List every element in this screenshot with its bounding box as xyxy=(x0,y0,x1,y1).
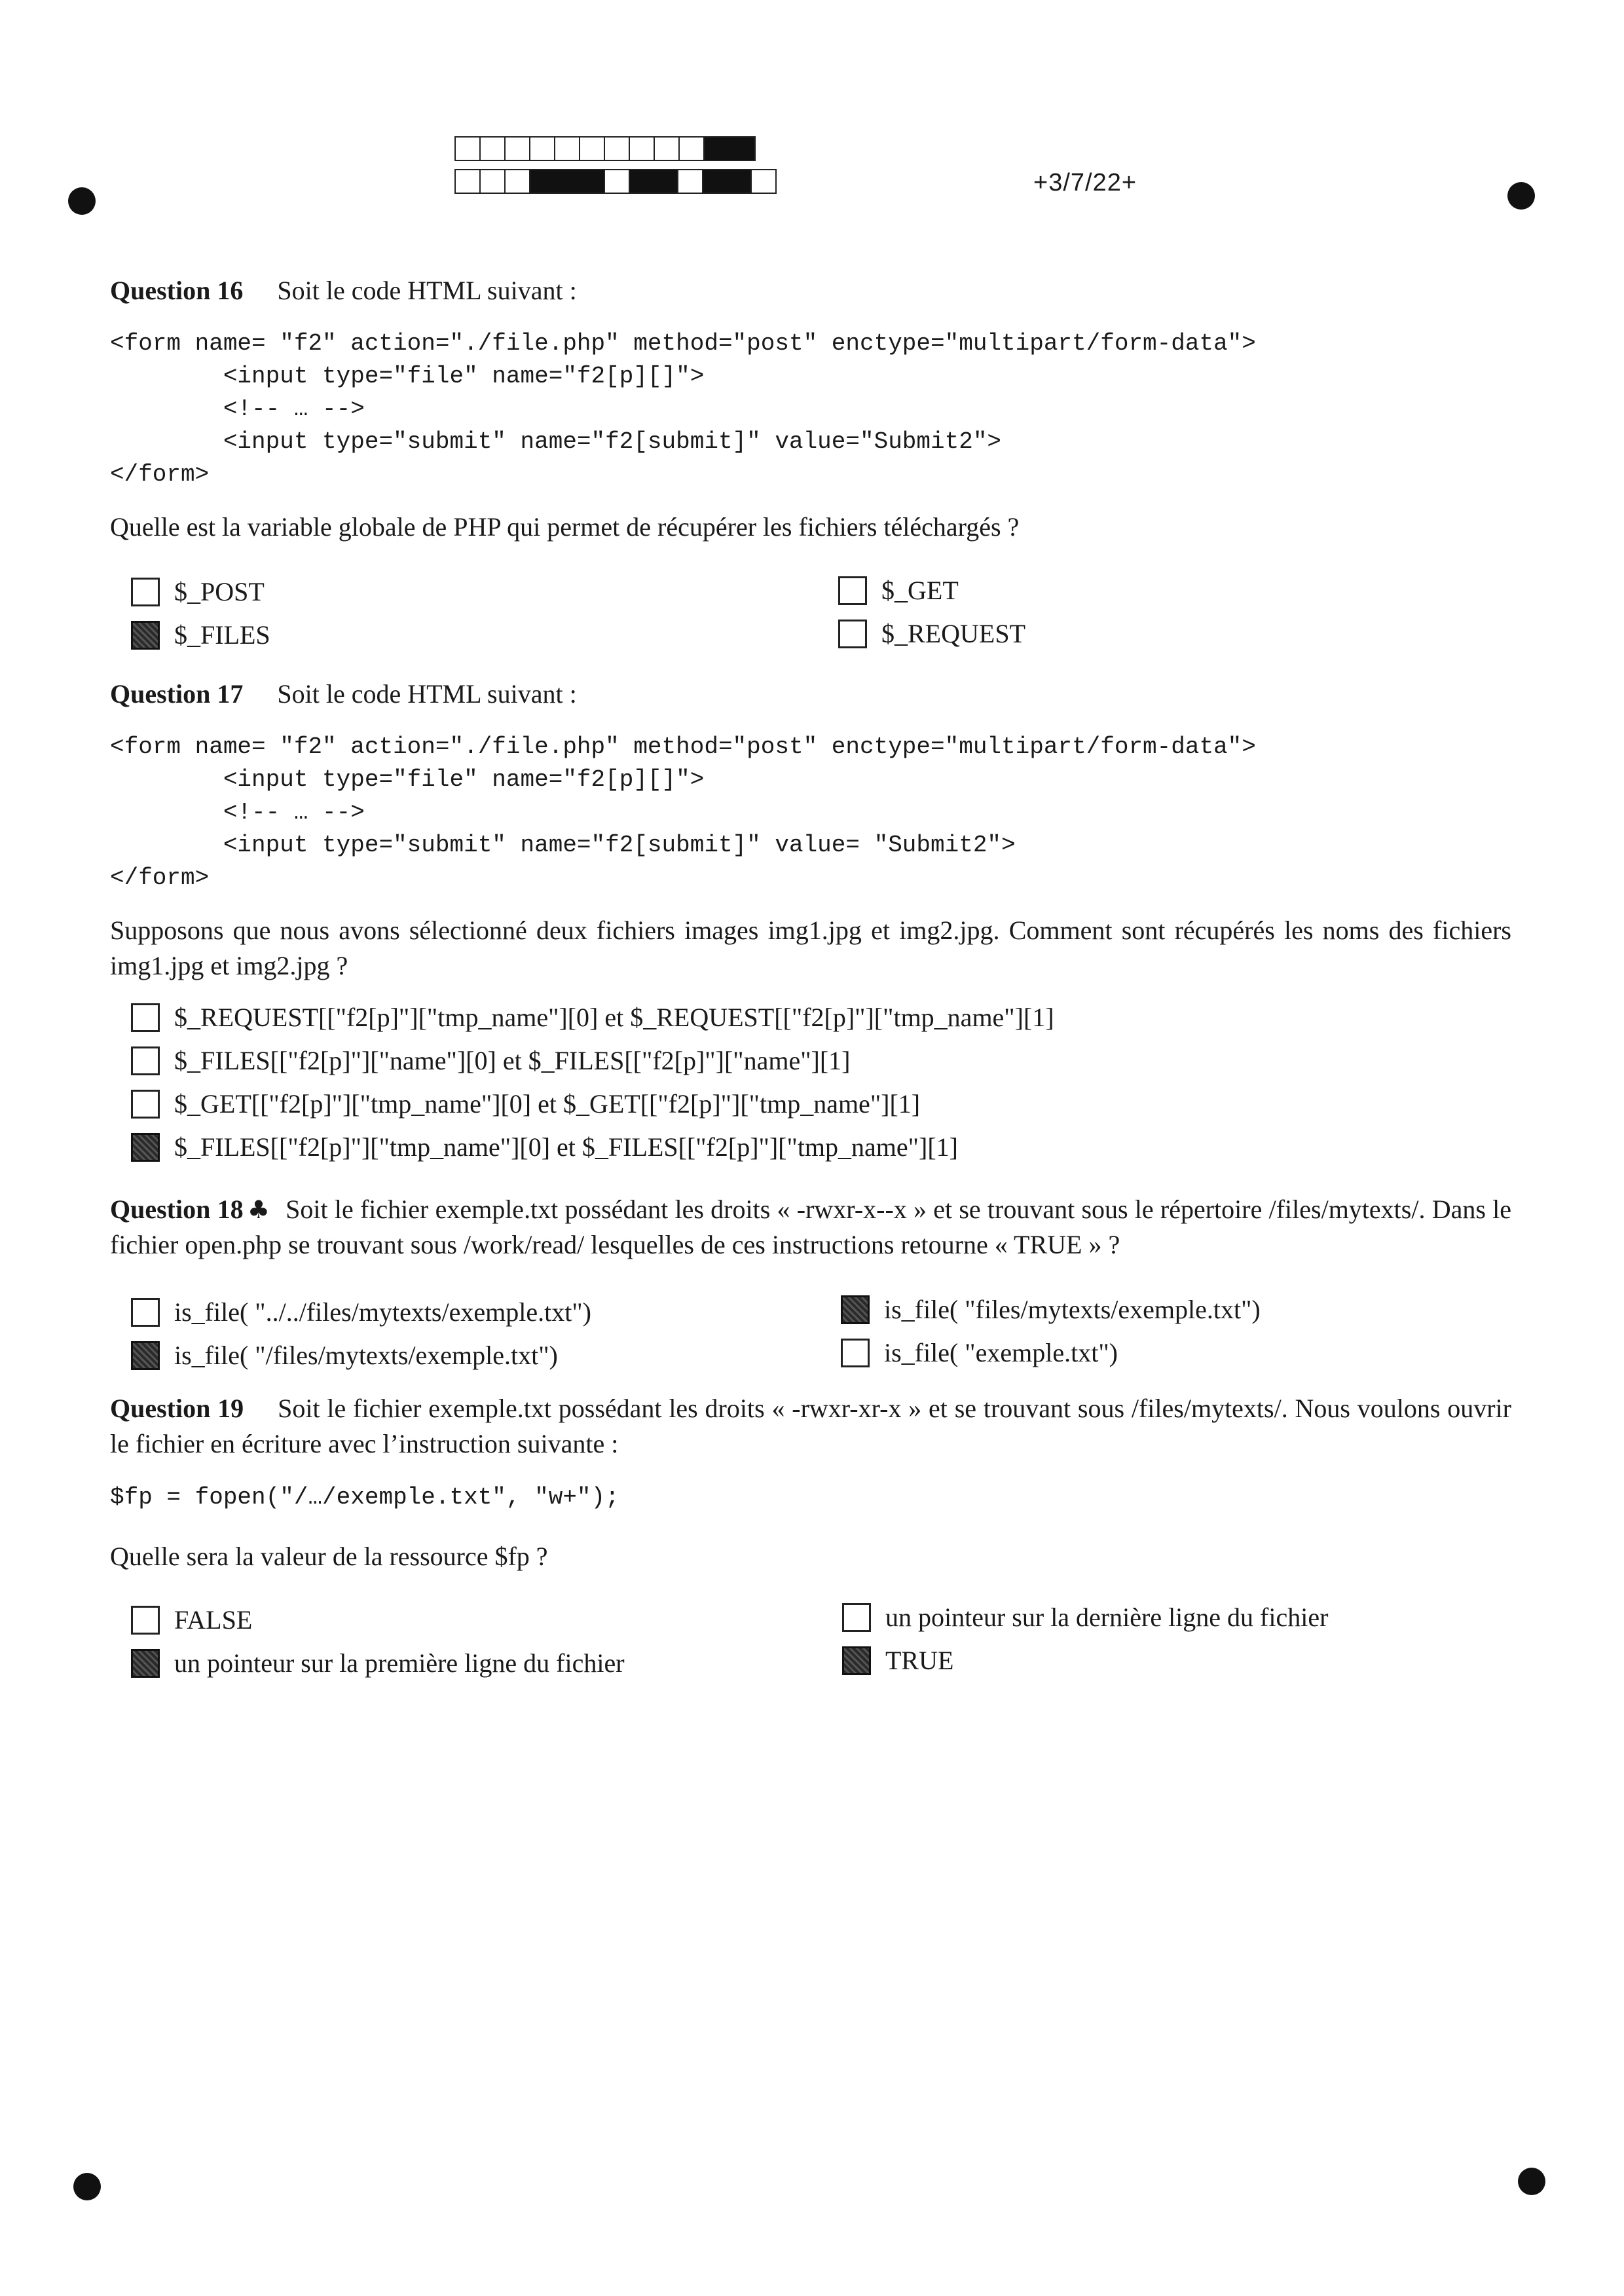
checkbox-checked[interactable] xyxy=(131,621,160,650)
q19-block xyxy=(110,1391,1511,1462)
checkbox[interactable] xyxy=(131,1090,160,1119)
corner-mark-bottom-left xyxy=(73,2173,101,2200)
corner-mark-top-left xyxy=(68,187,96,215)
q17-option-b[interactable]: $_FILES[["f2[p]"]["name"][0] et $_FILES[["f2[p]"]["name"][1] xyxy=(131,1045,851,1076)
club-icon: ♣ xyxy=(247,1195,270,1224)
checkbox[interactable] xyxy=(131,1046,160,1075)
checkbox[interactable] xyxy=(131,578,160,606)
q17-option-d[interactable]: $_FILES[["f2[p]"]["tmp_name"][0] et $_FILES[["f2[p]"]["tmp_name"][1] xyxy=(131,1132,958,1162)
q17-question: Supposons que nous avons sélectionné deux fichiers images img1.jpg et img2.jpg. Comment sont récupérés les noms des fichiers img1.jpg et img2.jpg ? xyxy=(110,916,1511,980)
q19-question: Quelle sera la valeur de la ressource $fp ? xyxy=(110,1542,548,1571)
id-code-row-2 xyxy=(454,169,775,194)
q17-option-a[interactable]: $_REQUEST[["f2[p]"]["tmp_name"][0] et $_REQUEST[["f2[p]"]["tmp_name"][1] xyxy=(131,1002,1054,1033)
q16-intro: Soit le code HTML suivant : xyxy=(277,276,577,305)
checkbox-checked[interactable] xyxy=(841,1295,870,1324)
q17-header xyxy=(110,678,577,709)
checkbox[interactable] xyxy=(841,1339,870,1367)
checkbox-checked[interactable] xyxy=(131,1649,160,1678)
q16-option-post[interactable]: $_POST xyxy=(131,576,265,607)
q16-code: <form name= "f2" action="./file.php" method="post" enctype="multipart/form-data"> <input type="file" name="f2[p][]"> <!-- … --> <input type="submit" name="f2[submit]" value="Submit2"> </form> xyxy=(110,330,1256,488)
corner-mark-top-right xyxy=(1507,182,1535,210)
checkbox[interactable] xyxy=(838,576,867,605)
q18-block xyxy=(110,1192,1511,1263)
q18-option-a[interactable]: is_file( "../../files/mytexts/exemple.txt") xyxy=(131,1297,591,1327)
q19-code: $fp = fopen("/…/exemple.txt", "w+"); xyxy=(110,1484,619,1511)
q19-option-last-line[interactable]: un pointeur sur la dernière ligne du fichier xyxy=(842,1602,1328,1633)
q19-option-false[interactable]: FALSE xyxy=(131,1604,252,1635)
q19-option-first-line[interactable]: un pointeur sur la première ligne du fichier xyxy=(131,1648,625,1678)
q16-question: Quelle est la variable globale de PHP qui permet de récupérer les fichiers téléchargés ? xyxy=(110,512,1020,542)
q18-option-b[interactable]: is_file( "files/mytexts/exemple.txt") xyxy=(841,1294,1261,1325)
q16-header xyxy=(110,275,577,306)
checkbox[interactable] xyxy=(131,1298,160,1327)
q19-option-true[interactable]: TRUE xyxy=(842,1645,953,1676)
checkbox[interactable] xyxy=(131,1606,160,1635)
page-id: +3/7/22+ xyxy=(1033,169,1137,196)
checkbox-checked[interactable] xyxy=(842,1646,871,1675)
q19-text: Soit le fichier exemple.txt possédant les droits « -rwxr-xr-x » et se trouvant sous /files/mytexts/. Nous voulons ouvrir le fichier en écriture avec l’instruction suivante : xyxy=(110,1394,1512,1458)
checkbox[interactable] xyxy=(131,1003,160,1032)
q16-option-files[interactable]: $_FILES xyxy=(131,620,270,650)
q19-number: Question 19 xyxy=(110,1394,244,1423)
q18-option-d[interactable]: is_file( "exemple.txt") xyxy=(841,1337,1118,1368)
q18-text: Soit le fichier exemple.txt possédant les droits « -rwxr-x--x » et se trouvant sous le répertoire /files/mytexts/. Dans le fichier open.php se trouvant sous /work/read/ lesquelles de ces instructions retourne « TRUE » ? xyxy=(110,1194,1512,1259)
q18-option-c[interactable]: is_file( "/files/mytexts/exemple.txt") xyxy=(131,1340,558,1371)
q17-intro: Soit le code HTML suivant : xyxy=(277,679,577,709)
q16-number: Question 16 xyxy=(110,276,244,305)
q17-option-c[interactable]: $_GET[["f2[p]"]["tmp_name"][0] et $_GET[["f2[p]"]["tmp_name"][1] xyxy=(131,1088,920,1119)
corner-mark-bottom-right xyxy=(1518,2168,1545,2195)
q16-option-get[interactable]: $_GET xyxy=(838,575,959,606)
q16-option-request[interactable]: $_REQUEST xyxy=(838,618,1025,649)
checkbox-checked[interactable] xyxy=(131,1133,160,1162)
checkbox-checked[interactable] xyxy=(131,1341,160,1370)
q17-number: Question 17 xyxy=(110,679,244,709)
checkbox[interactable] xyxy=(842,1603,871,1632)
checkbox[interactable] xyxy=(838,620,867,648)
id-code-row-1 xyxy=(454,136,754,161)
q18-number: Question 18 xyxy=(110,1194,244,1224)
q17-code: <form name= "f2" action="./file.php" method="post" enctype="multipart/form-data"> <input type="file" name="f2[p][]"> <!-- … --> <input type="submit" name="f2[submit]" value= "Submit2"> </form> xyxy=(110,733,1256,891)
